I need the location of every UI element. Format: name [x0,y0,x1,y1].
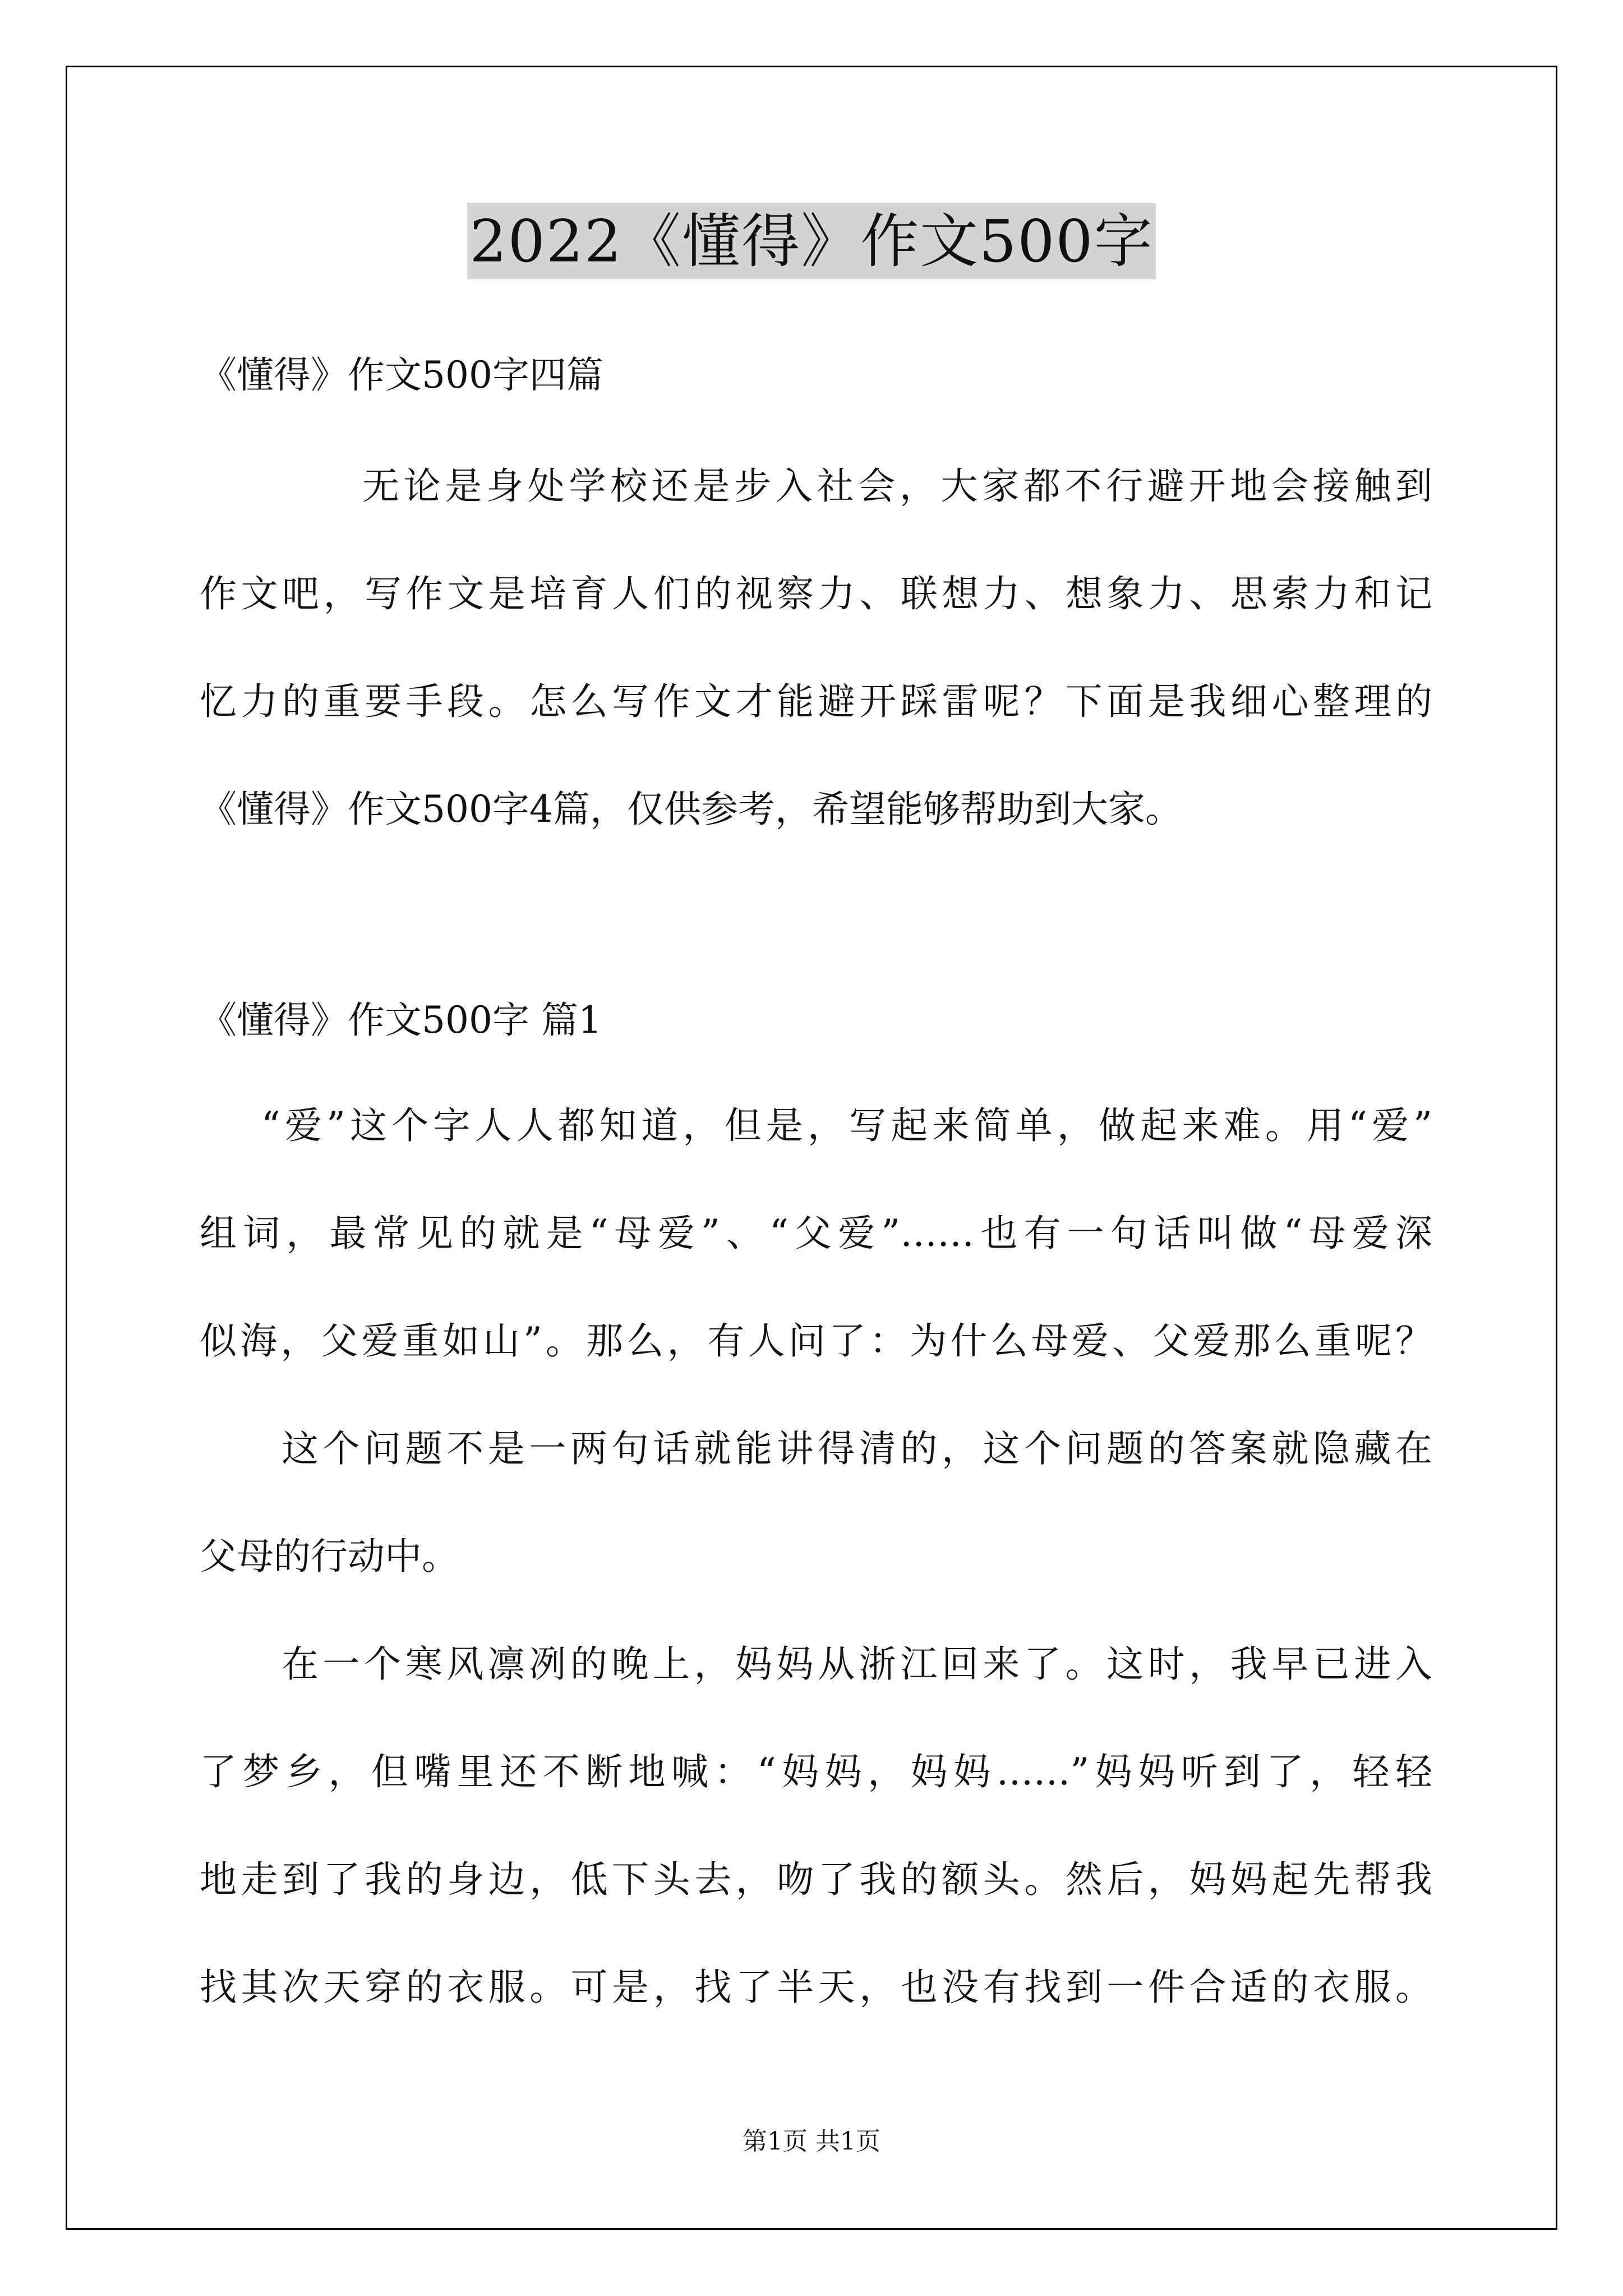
body-line: 了梦乡，但嘴里还不断地喊：“妈妈，妈妈……”妈妈听到了，轻轻 [200,1750,1432,1793]
body-line: 父母的行动中。 [200,1535,459,1578]
body-line: 似海，父爱重如山”。那么，有人问了：为什么母爱、父爱那么重呢？ [200,1319,1432,1363]
body-line: 地走到了我的身边，低下头去，吻了我的额头。然后，妈妈起先帮我 [200,1858,1432,1901]
intro-line: 作文吧，写作文是培育人们的视察力、联想力、想象力、思索力和记 [200,572,1432,615]
intro-line: 《懂得》作文500字4篇，仅供参考，希望能够帮助到大家。 [200,788,1182,831]
page-footer: 第1页 共1页 [743,2127,880,2156]
subtitle: 《懂得》作文500字四篇 [200,353,603,397]
body-line: 这个问题不是一两句话就能讲得清的，这个问题的答案就隐藏在 [282,1427,1432,1470]
body-line: 找其次天穿的衣服。可是，找了半天，也没有找到一件合适的衣服。 [200,1966,1432,2009]
intro-line: 无论是身处学校还是步入社会，大家都不行避开地会接触到 [362,464,1432,508]
intro-line: 忆力的重要手段。怎么写作文才能避开踩雷呢？下面是我细心整理的 [200,680,1432,723]
body-line: 在一个寒风凛冽的晚上，妈妈从浙江回来了。这时，我早已进入 [282,1642,1432,1686]
body-line: 组词，最常见的就是“母爱”、“父爱”……也有一句话叫做“母爱深 [200,1212,1432,1255]
document-title: 2022《懂得》作文500字 [467,203,1155,279]
title-container [0,203,1623,279]
body-line: “爱”这个字人人都知道，但是，写起来简单，做起来难。用“爱” [261,1104,1432,1147]
section-heading: 《懂得》作文500字 篇1 [200,999,602,1042]
